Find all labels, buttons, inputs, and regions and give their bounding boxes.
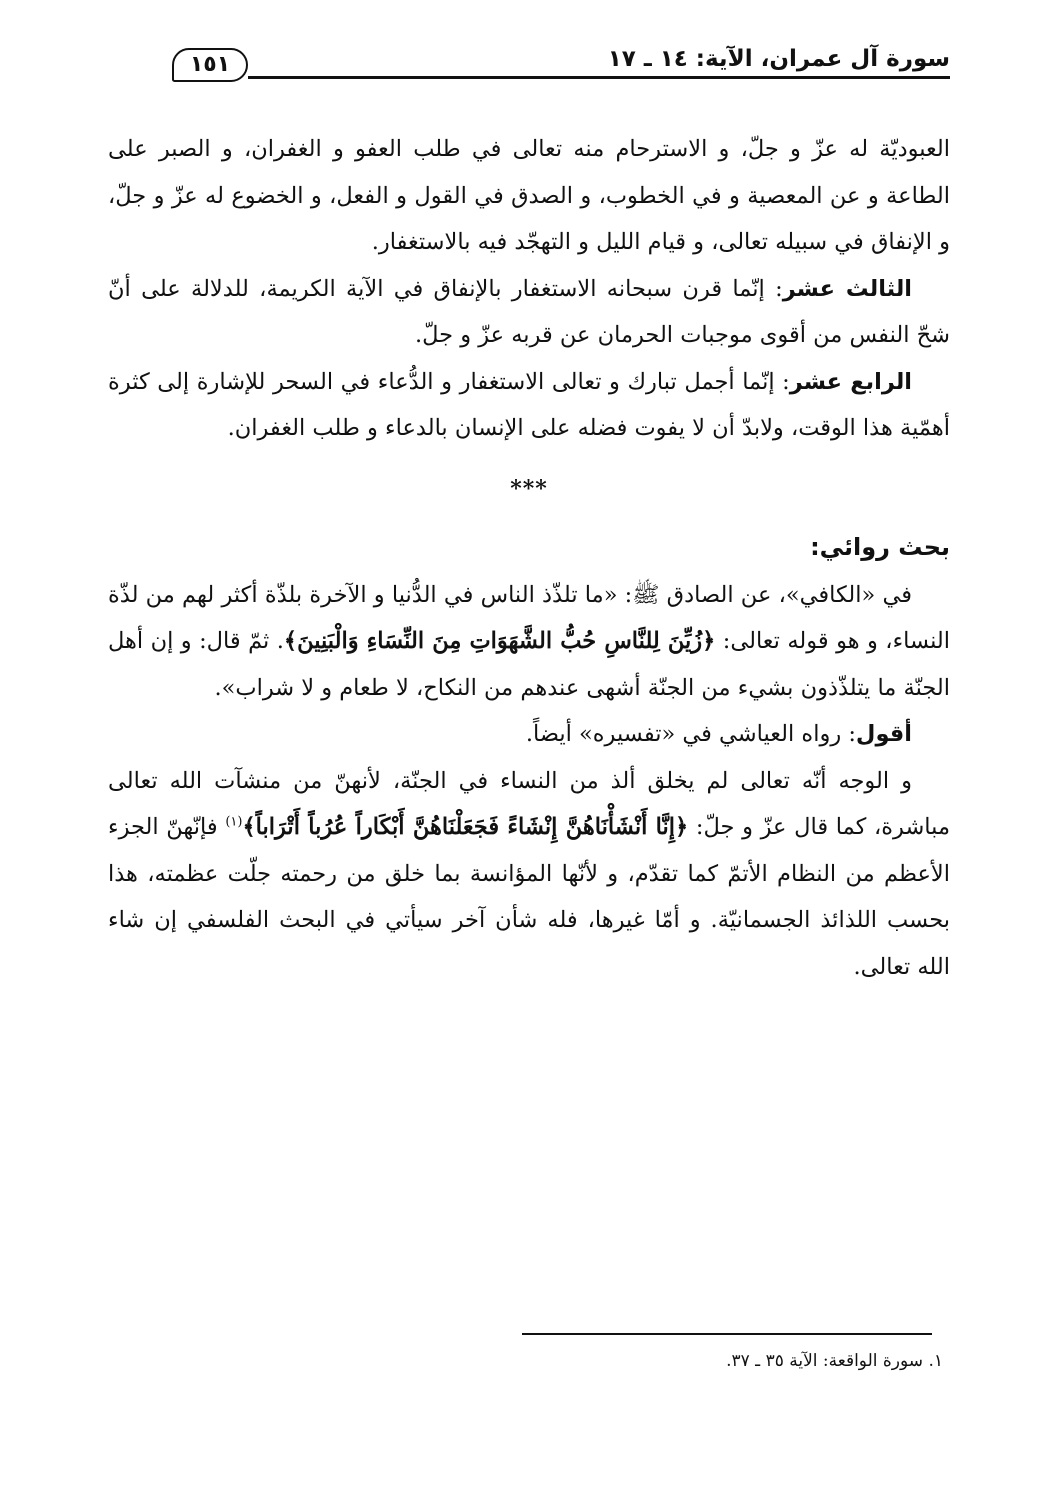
hadith-text-a: في «الكافي»، عن الصادق ﷺ: «ما تلذّذ الناس في الدُّنيا و الآخرة بلذّة أكثر لهم من لذّة النساء، و هو قوله تعالى:	[108, 581, 950, 654]
paragraph-thirteenth	[108, 266, 950, 359]
section-title: بحث روائي:	[810, 533, 950, 561]
point-label-fourteenth: الرابع عشر	[789, 368, 912, 395]
section-heading	[108, 524, 950, 572]
hadith-text-b: . ثمّ قال: و إن أهل الجنّة ما يتلذّذون بشيء من الجنّة أشهى عندهم من النكاح، لا طعام و لا شراب».	[108, 628, 950, 701]
quran-verse-2: ﴿إِنَّا أَنْشَأْنَاهُنَّ إِنْشَاءً فَجَعَلْنَاهُنَّ أَبْكَاراً عُرُباً أَتْرَاباً﴾	[242, 814, 689, 840]
paragraph-fourteenth	[108, 359, 950, 452]
footnote-marker[interactable]: (١)	[225, 814, 243, 830]
header-title: سورة آل عمران، الآية: ١٤ ـ ١٧	[607, 46, 950, 72]
explanation-text-b: فإنّهنّ الجزء الأعظم من النظام الأتمّ كما تقدّم، و لأنّها المؤانسة بما خلق من رحمته جلّت عظمته، هذا بحسب اللذائذ الجسمانيّة. و أمّا غيرها، فله شأن آخر سيأتي في البحث الفلسفي إن شاء الله تعالى.	[108, 814, 950, 980]
footnote-1: ١. سورة الواقعة: الآية ٣٥ ـ ٣٧.	[726, 1351, 943, 1371]
header-rule	[248, 76, 950, 79]
point-label-thirteenth: الثالث عشر	[782, 275, 912, 302]
footnote-rule	[522, 1333, 932, 1335]
page-number: ١٥١	[172, 48, 248, 82]
paragraph-explanation	[108, 758, 950, 991]
running-header	[172, 44, 950, 80]
aqul-label: أقول	[855, 721, 912, 747]
paragraph-aqul	[108, 711, 950, 758]
paragraph-thirteenth-text: : إنّما قرن سبحانه الاستغفار بالإنفاق في الآية الكريمة، للدلالة على أنّ شحّ النفس من أقوى موجبات الحرمان عن قربه عزّ و جلّ.	[108, 275, 950, 348]
paragraph-continuation: العبوديّة له عزّ و جلّ، و الاسترحام منه تعالى في طلب العفو و الغفران، و الصبر على الطاعة و عن المعصية و في الخطوب، و الصدق في القول و الفعل، و الخضوع له عزّ و جلّ، و الإنفاق في سبيله تعالى، و قيام الليل و التهجّد فيه بالاستغفار.	[108, 136, 950, 255]
quran-verse-1: ﴿زُيِّنَ لِلنَّاسِ حُبُّ الشَّهَوَاتِ مِنَ النِّسَاءِ وَالْبَنِينَ﴾	[283, 628, 716, 654]
paragraph-fourteenth-text: : إنّما أجمل تبارك و تعالى الاستغفار و الدُّعاء في السحر للإشارة إلى كثرة أهمّية هذا الوقت، ولابدّ أن لا يفوت فضله على الإنسان بالدعاء و طلب الغفران.	[108, 368, 950, 441]
aqul-text: : رواه العياشي في «تفسيره» أيضاً.	[525, 721, 856, 747]
section-separator: ***	[510, 475, 548, 502]
paragraph-hadith	[108, 572, 950, 712]
main-text	[108, 126, 950, 990]
explanation-text-a: و الوجه أنّه تعالى لم يخلق ألذ من النساء في الجنّة، لأنهنّ من منشآت الله تعالى مباشرة، كما قال عزّ و جلّ:	[108, 767, 950, 840]
